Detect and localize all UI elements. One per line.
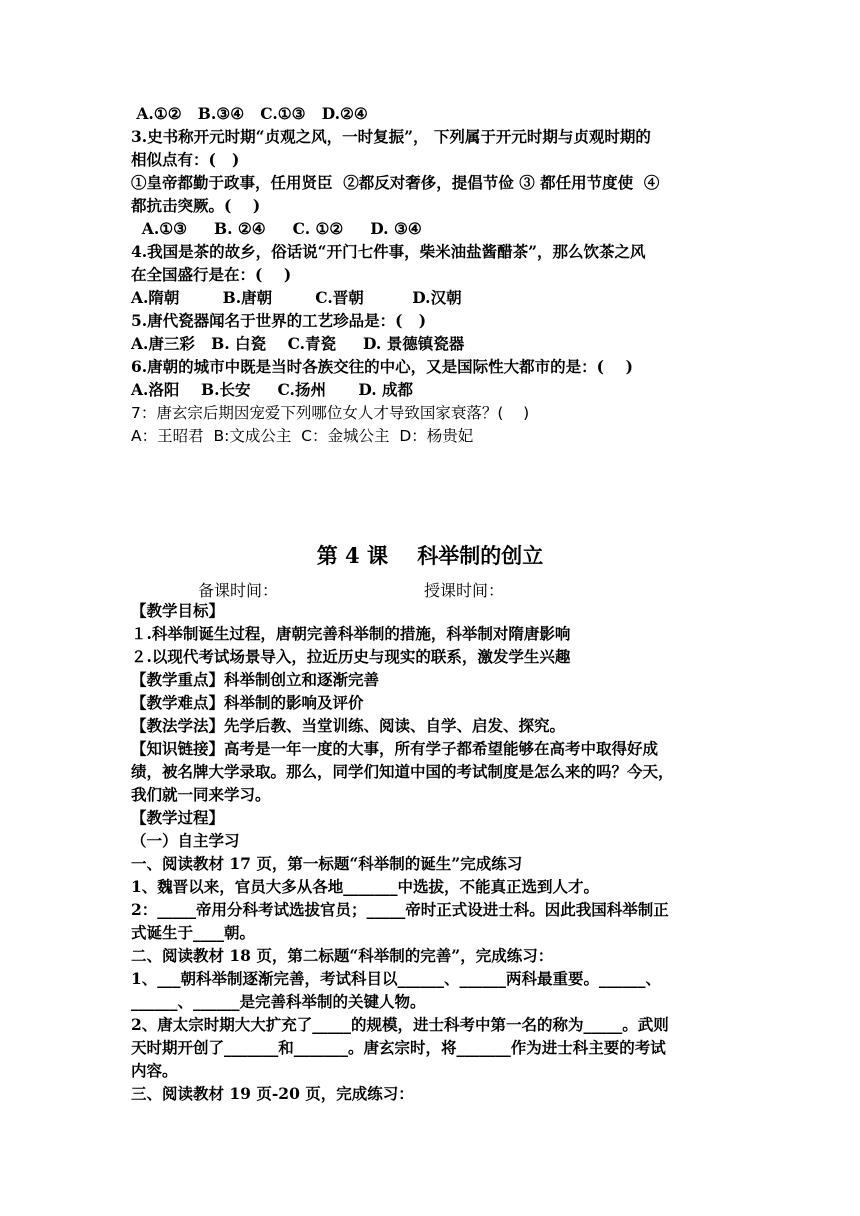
quiz-line-11: A.唐三彩 B. 白瓷 C.青瓷 D. 景德镇瓷器 (131, 334, 465, 353)
teach-time-label: 授课时间： (424, 581, 505, 600)
body-line-3: ２.以现代考试场景导入，拉近历史与现实的联系，激发学生兴趣 (131, 647, 571, 666)
quiz-line-1: A.①② B.③④ C.①③ D.②④ (131, 104, 368, 123)
body-line-15: 式诞生于____朝。 (131, 923, 256, 942)
quiz-line-10: 5.唐代瓷器闻名于世界的工艺珍品是：( ) (131, 311, 427, 330)
body-line-1: 【教学目标】 (131, 601, 225, 620)
quiz-line-9: A.隋朝 B.唐朝 C.晋朝 D.汉朝 (131, 288, 462, 307)
quiz-line-6: A.①③ B. ②④ C. ①② D. ③④ (131, 219, 422, 238)
body-line-21: 内容。 (131, 1061, 178, 1080)
body-line-4: 【教学重点】科举制创立和逐渐完善 (131, 670, 380, 689)
body-line-6: 【教法学法】先学后教、当堂训练、阅读、自学、启发、探究。 (131, 716, 566, 735)
body-line-19: 2、唐太宗时期大大扩充了_____的规模，进士科考中第一名的称为_____。武则 (131, 1015, 669, 1034)
body-line-12: 一、阅读教材 17 页，第一标题“科举制的诞生”完成练习 (131, 854, 523, 873)
body-line-7: 【知识链接】高考是一年一度的大事，所有学子都希望能够在高考中取得好成 (131, 739, 659, 758)
body-line-13: 1、魏晋以来，官员大多从各地_______中选拔，不能真正选到人才。 (131, 877, 600, 896)
body-line-8: 绩，被名牌大学录取。那么，同学们知道中国的考试制度是怎么来的吗？今天， (131, 762, 674, 781)
body-line-22: 三、阅读教材 19 页-20 页，完成练习： (131, 1084, 414, 1103)
body-line-5: 【教学难点】科举制的影响及评价 (131, 693, 364, 712)
body-line-9: 我们就一同来学习。 (131, 785, 271, 804)
quiz-line-4: ①皇帝都勤于政事，任用贤臣 ②都反对奢侈，提倡节俭 ③ 都任用节度使 ④ (131, 173, 660, 192)
body-line-14: 2：_____帝用分科考试选拔官员；_____帝时正式设进士科。因此我国科举制正 (131, 900, 669, 919)
quiz-line-13: A.洛阳 B.长安 C.扬州 D. 成都 (131, 380, 414, 399)
body-line-16: 二、阅读教材 18 页，第二标题“科举制的完善”，完成练习： (131, 946, 554, 965)
quiz-line-8: 在全国盛行是在：( ) (131, 265, 292, 284)
quiz-line-12: 6.唐朝的城市中既是当时各族交往的中心，又是国际性大都市的是：( ) (131, 357, 633, 376)
body-line-17: 1、___朝科举制逐渐完善，考试科目以______、______两科最重要。______、 (131, 969, 662, 988)
body-line-10: 【教学过程】 (131, 808, 225, 827)
quiz-line-15: A：王昭君 B:文成公主 C：金城公主 D：杨贵妃 (131, 427, 474, 445)
body-line-11: （一）自主学习 (131, 831, 240, 850)
quiz-line-7: 4.我国是茶的故乡，俗话说“开门七件事，柴米油盐酱醋茶”，那么饮茶之风 (131, 242, 646, 261)
prep-time-label: 备课时间： (198, 581, 279, 600)
body-line-2: １.科举制诞生过程，唐朝完善科举制的措施，科举制对隋唐影响 (131, 624, 571, 643)
quiz-line-5: 都抗击突厥。( ) (131, 196, 261, 215)
lesson-title: 第 4 课 科举制的创立 (316, 543, 544, 568)
quiz-line-14: 7：唐玄宗后期因宠爱下列哪位女人才导致国家衰落？( ) (131, 404, 530, 422)
body-line-18: ______、______是完善科举制的关键人物。 (131, 992, 426, 1011)
quiz-line-3: 相似点有：( ) (131, 150, 240, 169)
quiz-line-2: 3.史书称开元时期“贞观之风，一时复振”， 下列属于开元时期与贞观时期的 (131, 127, 651, 146)
body-line-20: 天时期开创了_______和_______。唐玄宗时，将_______作为进士科主要的考试 (131, 1038, 666, 1057)
